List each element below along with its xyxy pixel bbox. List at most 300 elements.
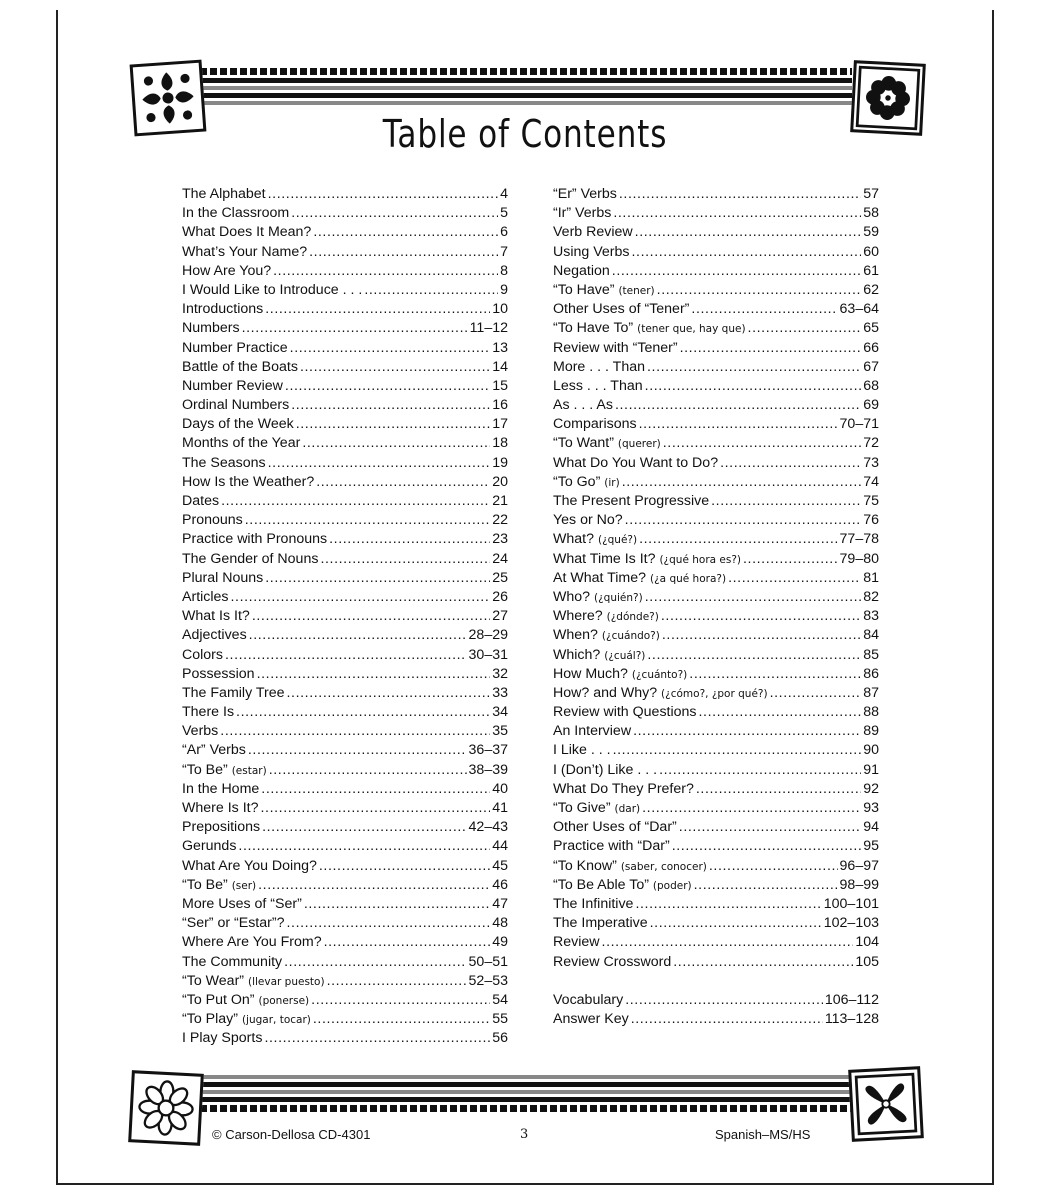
toc-entry-spanish: (dar) (614, 803, 641, 815)
toc-entry (553, 551, 879, 570)
toc-entry (182, 877, 508, 896)
toc-entry-page: 86 (863, 665, 879, 682)
dot-leader (329, 531, 490, 547)
toc-entry-page: 96–97 (839, 857, 879, 874)
toc-entry-title (553, 378, 643, 394)
toc-entry-page: 28–29 (468, 627, 508, 644)
toc-entry (182, 762, 508, 781)
dot-leader (364, 282, 498, 298)
toc-entry (553, 301, 879, 320)
toc-entry-label: Which? (553, 646, 601, 663)
toc-entry-page: 72 (863, 435, 879, 452)
dot-leader (296, 416, 491, 432)
toc-entry (182, 263, 508, 282)
toc-entry (553, 340, 879, 359)
toc-entry (182, 320, 508, 339)
dot-leader (639, 531, 837, 547)
toc-entry-title (553, 781, 694, 797)
toc-entry (553, 512, 879, 531)
dot-leader (291, 397, 490, 413)
toc-entry-page: 62 (863, 281, 879, 298)
toc-entry-title (553, 589, 643, 605)
toc-entry-page: 52–53 (468, 972, 508, 989)
toc-entry-title (182, 800, 258, 816)
dot-leader (694, 877, 838, 893)
toc-entry-label: Where Are You From? (182, 934, 322, 951)
toc-entry-spanish: (poder) (652, 879, 692, 892)
toc-entry-page: 22 (492, 512, 508, 529)
toc-entry (553, 378, 879, 397)
toc-entry-title (182, 685, 285, 701)
dot-leader (642, 800, 861, 816)
toc-entry-label: The Alphabet (182, 186, 266, 202)
toc-entry-label: I Like . . . (553, 742, 611, 759)
toc-entry-title (182, 858, 317, 874)
toc-entry-page: 15 (492, 377, 508, 394)
toc-entry-title (553, 723, 631, 739)
toc-entry-spanish: (¿dónde?) (606, 611, 659, 624)
toc-entry (553, 244, 879, 263)
toc-entry-title (553, 186, 617, 202)
dot-leader (220, 723, 490, 739)
dot-leader (691, 301, 837, 317)
toc-entry-label: Yes or No? (553, 512, 623, 529)
toc-entry-page: 66 (863, 339, 879, 356)
toc-entry-title (553, 205, 611, 221)
dot-leader (613, 742, 862, 758)
dot-leader (261, 781, 490, 797)
footer-copyright: © Carson-Dellosa CD-4301 (212, 1127, 371, 1142)
toc-entry-label: Where Is It? (182, 800, 259, 816)
toc-entry-label: The Community (182, 953, 283, 970)
toc-entry-title (553, 992, 623, 1008)
toc-entry-page: 57 (863, 186, 879, 202)
dot-leader (748, 320, 862, 336)
toc-entry-title (182, 647, 223, 663)
dot-leader (647, 359, 861, 375)
toc-entry-title (553, 397, 613, 413)
footer-series: Spanish–MS/HS (715, 1127, 811, 1142)
toc-entry-title (553, 819, 677, 835)
dot-leader (309, 244, 498, 260)
dot-leader (257, 666, 491, 682)
toc-entry-spanish: (querer) (617, 438, 661, 451)
toc-entry (553, 704, 879, 723)
dot-leader (689, 666, 861, 682)
toc-entry-page: 45 (492, 857, 508, 874)
dot-leader (612, 263, 861, 279)
toc-entry-spanish: (ir) (604, 476, 620, 489)
toc-entry-title (182, 934, 322, 950)
toc-entry (553, 954, 879, 973)
toc-entry-label: “To Have To” (553, 320, 634, 337)
toc-entry-label: Practice with Pronouns (182, 531, 328, 548)
dot-leader (645, 589, 862, 605)
dot-leader (316, 474, 490, 490)
toc-entry (553, 934, 879, 953)
toc-entry-label: Numbers (182, 320, 240, 337)
toc-entry (182, 301, 508, 320)
toc-entry-label: At What Time? (553, 569, 647, 586)
toc-entry (553, 608, 879, 627)
toc-entry-label: “Er” Verbs (553, 186, 617, 202)
toc-entry-page: 7 (500, 243, 508, 260)
toc-entry-title (182, 1030, 262, 1046)
toc-entry-title (553, 877, 692, 893)
dot-leader (284, 954, 466, 970)
daisy-icon (131, 1073, 200, 1142)
toc-entry-page: 76 (863, 512, 879, 529)
toc-entry-title (553, 742, 611, 758)
toc-entry (182, 378, 508, 397)
toc-entry-spanish: (¿qué hora es?) (659, 553, 742, 566)
toc-entry-title (182, 531, 327, 547)
toc-entry-page: 95 (863, 838, 879, 855)
toc-entry-spanish: (¿cuál?) (604, 649, 646, 662)
toc-entry-label: I Play Sports (182, 1030, 263, 1047)
dot-leader (672, 838, 862, 854)
dot-leader (313, 224, 498, 240)
toc-entry-page: 59 (863, 224, 879, 241)
dot-leader (659, 762, 861, 778)
toc-entry-label: Comparisons (553, 416, 637, 433)
toc-entry-label: “Ser” or “Estar”? (182, 915, 285, 932)
toc-entry-page: 30–31 (468, 646, 508, 663)
toc-entry-label: Review with “Tener” (553, 339, 678, 356)
toc-entry-label: Who? (553, 588, 591, 605)
dot-leader (622, 474, 862, 490)
toc-entry-title (182, 551, 318, 567)
toc-entry-page: 36–37 (468, 742, 508, 759)
toc-entry-page: 50–51 (468, 953, 508, 970)
toc-entry (182, 627, 508, 646)
toc-entry (182, 704, 508, 723)
toc-entry (553, 1011, 879, 1030)
toc-entry-page: 42–43 (468, 819, 508, 836)
toc-entry (553, 838, 879, 857)
toc-entry-label: “To Have” (553, 281, 615, 298)
toc-entry-title (553, 858, 707, 874)
toc-entry-title (182, 205, 289, 221)
toc-entry-label: Battle of the Boats (182, 358, 298, 375)
dot-leader (327, 973, 467, 989)
toc-entry-label: “To Be” (182, 876, 228, 893)
dot-leader (632, 244, 862, 260)
toc-entry (553, 282, 879, 301)
toc-entry-page: 88 (863, 704, 879, 721)
toc-entry-title (553, 838, 670, 854)
toc-entry (182, 742, 508, 761)
dot-leader (236, 704, 490, 720)
corner-tile-bottom-right (848, 1066, 924, 1142)
toc-entry (182, 551, 508, 570)
dot-leader (248, 742, 467, 758)
toc-entry-page: 5 (500, 205, 508, 222)
toc-entry-label: How Much? (553, 665, 628, 682)
toc-entry-label: How Is the Weather? (182, 473, 315, 490)
toc-entry-page: 73 (863, 454, 879, 471)
toc-entry-page: 68 (863, 377, 879, 394)
toc-entry-label: Plural Nouns (182, 569, 264, 586)
toc-entry-label: In the Classroom (182, 205, 290, 222)
toc-entry-title (553, 1011, 629, 1027)
toc-entry-page: 10 (492, 301, 508, 318)
toc-entry-spanish: (llevar puesto) (247, 975, 325, 988)
dot-leader (661, 608, 861, 624)
toc-entry-label: Introductions (182, 301, 264, 318)
toc-entry-title (553, 224, 633, 240)
toc-entry-label: “To Put On” (182, 991, 255, 1008)
toc-entry-title (182, 973, 325, 989)
toc-entry-title (182, 397, 289, 413)
toc-entry-label: The Infinitive (553, 895, 634, 912)
toc-entry-page: 98–99 (839, 876, 879, 893)
toc-entry-page: 81 (863, 569, 879, 586)
toc-entry-label: “To Be Able To” (553, 876, 649, 893)
dot-leader (245, 512, 490, 528)
toc-entry (182, 819, 508, 838)
toc-entry-title (553, 685, 768, 701)
toc-entry (553, 359, 879, 378)
toc-entry-title (182, 493, 219, 509)
dot-leader (252, 608, 490, 624)
toc-entry-label: I Would Like to Introduce . . . (182, 281, 363, 298)
toc-entry-page: 19 (492, 454, 508, 471)
toc-entry-title (553, 551, 741, 567)
dot-leader (615, 397, 861, 413)
toc-entry (182, 1011, 508, 1030)
toc-entry (182, 915, 508, 934)
toc-entry-label: “To Wear” (182, 972, 245, 989)
toc-entry (182, 589, 508, 608)
toc-entry-page: 85 (863, 646, 879, 663)
toc-entry-page: 40 (492, 780, 508, 797)
toc-entry-title (182, 838, 236, 854)
toc-entry-title (182, 244, 307, 260)
toc-entry (182, 858, 508, 877)
toc-entry-label: More . . . Than (553, 358, 645, 375)
toc-entry-title (553, 570, 726, 586)
toc-entry-page: 79–80 (839, 550, 879, 567)
toc-entry-title (182, 263, 271, 279)
toc-entry-label: What Are You Doing? (182, 857, 317, 874)
toc-entry-page: 44 (492, 838, 508, 855)
toc-entry-label: Gerunds (182, 838, 237, 855)
toc-entry-label: What Do They Prefer? (553, 780, 694, 797)
toc-entry-page: 23 (492, 531, 508, 548)
toc-entry-spanish: (¿cuánto?) (631, 668, 688, 681)
dot-leader (657, 282, 862, 298)
toc-entry (553, 781, 879, 800)
dot-leader (249, 627, 467, 643)
toc-entry (182, 224, 508, 243)
toc-entry-page: 4 (500, 186, 508, 202)
dot-leader (619, 186, 861, 202)
toc-entry-title (182, 340, 288, 356)
toc-entry-title (553, 627, 660, 643)
dot-leader (625, 992, 823, 1008)
dot-leader (268, 186, 498, 202)
toc-entry-label: “To Know” (553, 857, 617, 874)
toc-entry-label: Negation (553, 262, 610, 279)
toc-entry (553, 474, 879, 493)
toc-entry-page: 48 (492, 915, 508, 932)
dot-leader (709, 858, 838, 874)
toc-entry-label: “Ir” Verbs (553, 205, 612, 222)
toc-entry-page: 93 (863, 800, 879, 816)
toc-entry-label: Prepositions (182, 819, 261, 836)
toc-entry (182, 531, 508, 550)
dot-leader (311, 992, 490, 1008)
toc-entry-page: 60 (863, 243, 879, 260)
dot-leader (711, 493, 861, 509)
toc-entry-title (553, 608, 659, 624)
toc-entry-title (182, 915, 284, 931)
toc-left-column (182, 186, 508, 1049)
toc-entry-label: As . . . As (553, 397, 613, 414)
toc-entry (182, 282, 508, 301)
toc-entry-spanish: (¿qué?) (597, 534, 638, 547)
toc-entry-label: Verbs (182, 723, 219, 740)
toc-entry-spanish: (estar) (231, 764, 267, 777)
toc-entry (553, 627, 879, 646)
toc-entry-page: 70–71 (839, 416, 879, 433)
toc-entry-page: 17 (492, 416, 508, 433)
toc-entry-label: The Imperative (553, 915, 648, 932)
dot-leader (324, 934, 491, 950)
dot-leader (673, 954, 853, 970)
dot-leader (625, 512, 862, 528)
toc-entry-label: “Ar” Verbs (182, 742, 246, 759)
toc-entry-label: I (Don’t) Like . . . (553, 761, 658, 778)
toc-entry (182, 244, 508, 263)
toc-entry (553, 263, 879, 282)
toc-entry-label: Dates (182, 493, 220, 509)
toc-entry-label: Months of the Year (182, 435, 301, 452)
toc-entry (182, 512, 508, 531)
dot-leader (300, 359, 490, 375)
toc-entry (553, 224, 879, 243)
dot-leader (663, 435, 861, 451)
dot-leader (720, 455, 861, 471)
page-title: Table of Contents (382, 112, 668, 156)
toc-entry (182, 723, 508, 742)
toc-entry-label: Review Crossword (553, 953, 672, 970)
toc-entry-label: Colors (182, 646, 223, 663)
toc-entry (182, 340, 508, 359)
toc-entry (553, 742, 879, 761)
toc-entry-page: 77–78 (839, 531, 879, 548)
toc-entry (553, 416, 879, 435)
toc-entry-title (182, 1011, 311, 1027)
toc-entry (553, 186, 879, 205)
toc-entry (182, 474, 508, 493)
dot-leader (633, 723, 861, 739)
toc-entry-title (182, 819, 260, 835)
toc-entry-page: 75 (863, 493, 879, 509)
toc-entry-page: 113–128 (824, 1011, 879, 1028)
dot-leader (319, 858, 490, 874)
toc-entry (182, 359, 508, 378)
dot-leader (639, 416, 838, 432)
dot-leader (635, 224, 862, 240)
toc-entry (182, 647, 508, 666)
toc-entry-title (553, 531, 637, 547)
toc-entry-label: What Does It Mean? (182, 224, 312, 241)
toc-entry (553, 435, 879, 454)
toc-entry-label: What Time Is It? (553, 550, 656, 567)
toc-entry-title (182, 474, 314, 490)
dot-leader (647, 647, 861, 663)
toc-entry-label: How? and Why? (553, 684, 658, 701)
toc-entry (182, 493, 508, 512)
dot-leader (679, 819, 861, 835)
toc-entry-page: 104 (855, 934, 879, 951)
toc-entry-page: 18 (492, 435, 508, 452)
dot-leader (304, 896, 490, 912)
dot-leader (264, 1030, 490, 1046)
toc-entry-label: “To Give” (553, 800, 611, 816)
dot-leader (273, 263, 498, 279)
toc-entry (182, 1030, 508, 1049)
toc-entry-page: 102–103 (823, 915, 879, 932)
toc-entry-page: 27 (492, 608, 508, 625)
toc-entry-title (553, 896, 633, 912)
toc-entry-title (553, 359, 645, 375)
toc-entry-label: “To Play” (182, 1011, 238, 1028)
dot-leader (728, 570, 861, 586)
corner-tile-bottom-left (128, 1070, 204, 1146)
toc-entry (182, 186, 508, 205)
toc-entry-page: 67 (863, 358, 879, 375)
toc-entry (182, 416, 508, 435)
toc-entry-spanish: (¿quién?) (594, 591, 643, 604)
toc-entry-title (553, 244, 630, 260)
toc-entry (553, 915, 879, 934)
toc-entry (553, 493, 879, 512)
toc-entry-title (553, 954, 671, 970)
toc-entry-page: 33 (492, 684, 508, 701)
toc-entry (182, 838, 508, 857)
toc-entry (553, 858, 879, 877)
toc-entry (553, 397, 879, 416)
footer-band (200, 1075, 852, 1127)
dot-leader (650, 915, 822, 931)
toc-entry-label: What Do You Want to Do? (553, 454, 719, 471)
toc-entry (553, 819, 879, 838)
dot-leader (265, 301, 490, 317)
toc-entry-title (182, 359, 298, 375)
toc-entry-title (553, 800, 640, 816)
toc-entry-title (553, 282, 655, 298)
toc-entry-spanish: (¿cómo?, ¿por qué?) (661, 687, 768, 700)
dot-leader (645, 378, 862, 394)
toc-entry-label: Review (553, 934, 600, 951)
toc-entry-label: Vocabulary (553, 991, 624, 1008)
toc-entry-title (553, 647, 645, 663)
toc-entry-title (182, 627, 247, 643)
toc-entry-label: Verb Review (553, 224, 633, 241)
toc-entry-page: 24 (492, 550, 508, 567)
toc-entry-page: 91 (863, 761, 879, 778)
toc-entry-page: 11–12 (469, 320, 508, 337)
toc-entry-label: Other Uses of “Dar” (553, 819, 677, 836)
toc-entry-label: What? (553, 531, 595, 548)
toc-entry-label: Less . . . Than (553, 377, 643, 394)
dot-leader (269, 762, 467, 778)
dot-leader (231, 589, 491, 605)
toc-entry (553, 992, 879, 1011)
